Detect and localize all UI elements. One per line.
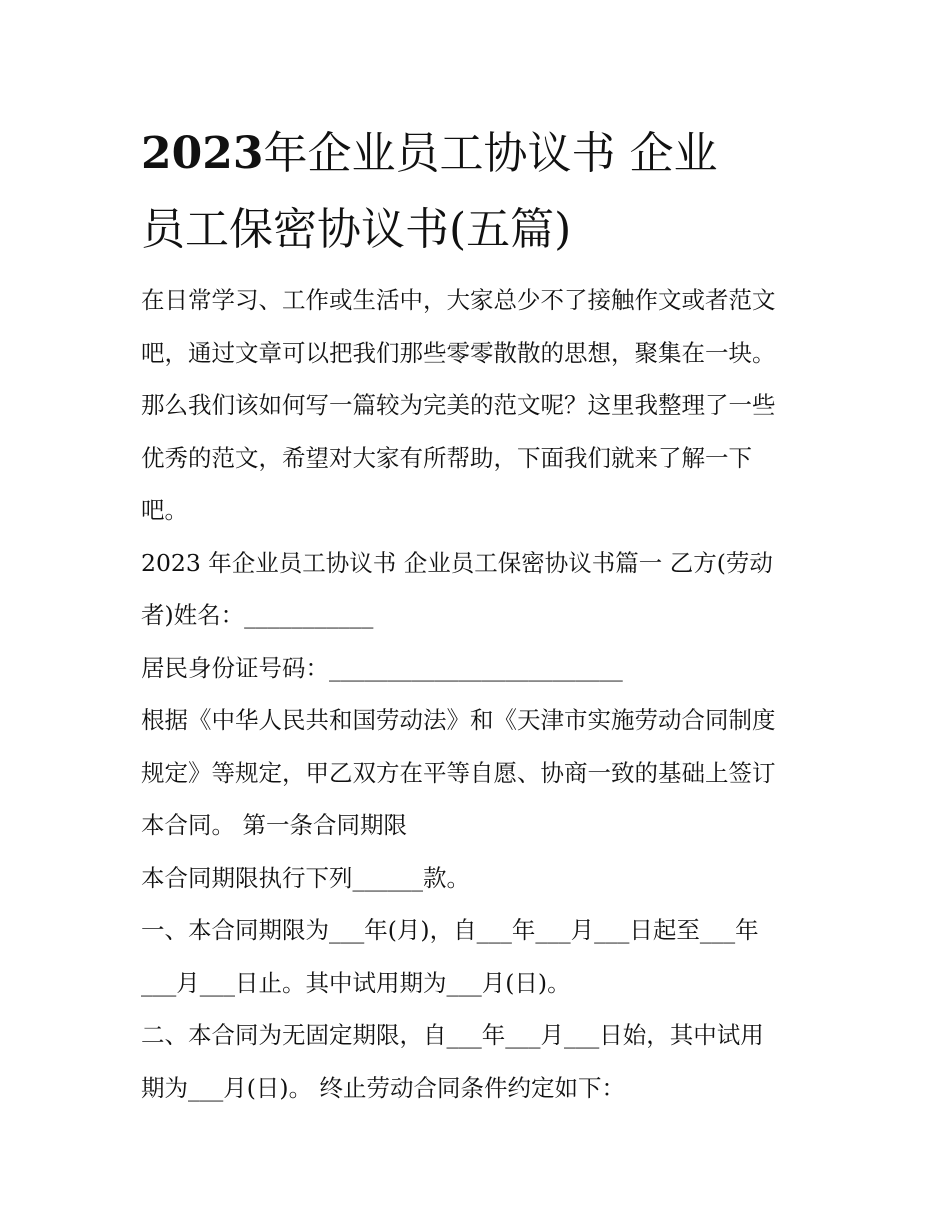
clause-line: ___月___日止。其中试用期为___月(日)。 [141, 968, 571, 997]
name-field-line: 者)姓名：___________ [141, 601, 374, 629]
body-line: 那么我们该如何写一篇较为完美的范文呢？这里我整理了一些 [141, 391, 776, 419]
body-line: 在日常学习、工作或生活中，大家总少不了接触作文或者范文 [141, 286, 776, 314]
document-body [141, 274, 821, 1114]
title-year: 2023 [141, 128, 264, 179]
clause-line: 期为___月(日)。 终止劳动合同条件约定如下： [141, 1073, 626, 1102]
body-line: 本合同。 第一条合同期限 [141, 811, 407, 839]
id-number-field-line: 居民身份证号码：_________________________ [141, 653, 623, 682]
body-line: 规定》等规定，甲乙双方在平等自愿、协商一致的基础上签订 [141, 758, 776, 787]
body-line: 根据《中华人民共和国劳动法》和《天津市实施劳动合同制度 [141, 706, 776, 734]
document-title [141, 116, 821, 268]
body-line: 本合同期限执行下列______款。 [141, 863, 470, 892]
body-line: 吧。 [141, 496, 188, 524]
clause-line: 二、本合同为无固定期限，自___年___月___日始，其中试用 [141, 1021, 764, 1049]
section-heading-line: 2023 年企业员工协议书 企业员工保密协议书篇一 乙方(劳动 [141, 548, 773, 577]
title-line-2: 员工保密协议书(五篇) [141, 204, 572, 255]
title-line-1-text: 年企业员工协议书 企业 [263, 128, 718, 179]
body-line: 优秀的范文，希望对大家有所帮助，下面我们就来了解一下 [141, 443, 752, 472]
clause-line: 一、本合同期限为___年(月)，自___年___月___日起至___年 [141, 916, 759, 944]
body-line: 吧，通过文章可以把我们那些零零散散的思想，聚集在一块。 [141, 338, 776, 367]
title-line-1 [141, 116, 821, 192]
